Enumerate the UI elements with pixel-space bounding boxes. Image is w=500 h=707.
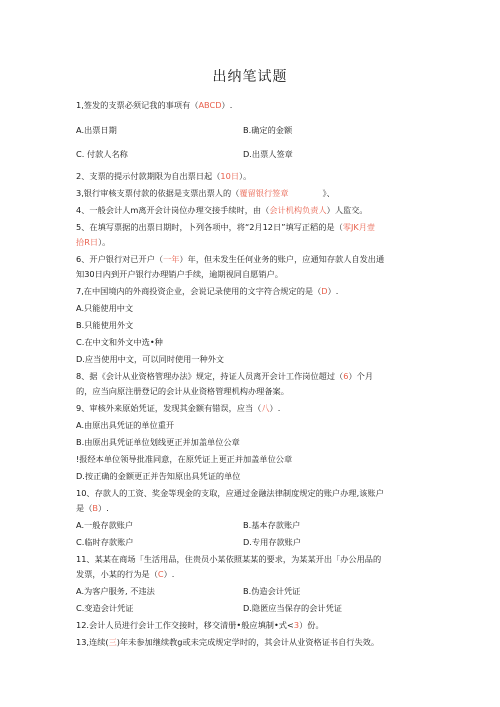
answer-mark: 零JK月壹 (342, 222, 376, 232)
q1-option-b: B.确定的金额 (243, 125, 293, 135)
answer-mark: C (157, 569, 164, 579)
q7-option-c: C.在中文和外文中选•种 (76, 337, 163, 347)
question-6-line2: 知30日内到开户银行办理销户手续，逾期视同自愿销户。 (76, 269, 283, 279)
q9-option-c: !报经本单位领导批准同意，在原凭证上更正并加盖单位公章 (76, 454, 293, 464)
answer-mark: 八 (261, 403, 270, 413)
q11-option-c: C.变造会计凭证 (76, 603, 134, 613)
question-11-line1: 11、某某在商场「生活用品，住贵员小某依照某某的要求，为某某开出「办公用品的 (76, 554, 382, 564)
answer-mark: D (321, 286, 328, 296)
question-3: 3,银行审核支票付款的依据是支票出票人的（覆留银行签章 》、 (76, 188, 335, 198)
answer-mark: 三 (108, 637, 117, 647)
answer-mark: 3 (293, 620, 300, 630)
question-2: 2、支票的提示付款期限为自出票日起（10日）。 (76, 171, 252, 181)
q11-option-d: D.隐匿应当保存的会计凭证 (243, 603, 342, 613)
question-12: 12.会计人员进行会计工作交接时，移交清册•般应填制•式<3）份。 (76, 620, 324, 630)
q10-option-a: A.一般存款账户 (76, 520, 134, 530)
answer-mark: ABCD (198, 100, 222, 110)
q1-option-c: C. 付款人名称 (76, 149, 128, 159)
q7-option-d: D.应当使用中文，可以同时使用一种外文 (76, 354, 225, 364)
answer-mark: 6 (343, 371, 349, 381)
q1-option-a: A.出票日期 (76, 125, 117, 135)
answer-mark: 一年 (163, 254, 180, 264)
question-10-line1: 10、存款人的工资、奖金等现金的支取，应通过金融法律制度规定的账户办理,该账户 (76, 488, 384, 498)
answer-mark: 会计机构负责人 (269, 205, 327, 215)
q1-option-d: D.出票人签章 (243, 149, 293, 159)
question-11-line2: 发票，小某的行为是（C）. (76, 569, 175, 579)
q11-option-a: A.为客户服务, 不违法 (76, 586, 155, 596)
question-9-stem: 9、审核外来原始凭证，发现其金额有错误，应当（八）. (76, 403, 281, 413)
answer-mark: 覆留银行签章 (239, 188, 289, 198)
question-8-line1: 8、据《会计从业资格管理办法》规定，持证人员离开会计工作岗位超过（6）个月 (76, 371, 374, 381)
answer-mark: B (92, 503, 99, 513)
answer-mark: 10日 (220, 171, 240, 181)
q9-option-a: A.由原出具凭证的单位重开 (76, 420, 175, 430)
question-4: 4、一般会计人m离开会计岗位办理交接手续时，由（会计机构负责人）人监交。 (76, 205, 368, 215)
question-13: 13,连续(三)年未参加继续教g或未完成规定学时的，其会计从业资格证书自行失效。 (76, 637, 380, 647)
question-5-line2: 拾R日）。 (76, 237, 111, 247)
question-7-stem: 7,在中国境内的外商投资企业，会说记录使用的文字符合规定的是（D）. (76, 286, 339, 296)
question-10-line2: 是（B）. (76, 503, 109, 513)
q9-option-b: B.由原出具凭证单位划线更正并加盖单位公章 (76, 437, 240, 447)
answer-mark: 拾R日 (76, 237, 99, 247)
q10-option-b: B.基本存款账户 (243, 520, 301, 530)
question-1-stem: 1,签发的支票必须记我的事项有（ABCD）. (76, 100, 233, 110)
q10-option-d: D.专用存款账户 (243, 537, 302, 547)
question-5-line1: 5、在填写票据的出票日期时，卜列各项中，将“2月12日”填写正稻的是（零JK月壹 (76, 222, 376, 232)
q10-option-c: C.临时存款账户 (76, 537, 134, 547)
question-8-line2: 的，应当向原注册登记的会计从业资格管理机构办理备案。 (76, 386, 289, 396)
q7-option-a: A.只能使用中文 (76, 303, 134, 313)
page-title: 出纳笔试题 (212, 69, 288, 85)
question-6-line1: 6、开户银行对已开户（一年）年，但未发生任何业务的账户，应通知存款人自发出通 (76, 254, 385, 264)
q7-option-b: B.只能使用外文 (76, 320, 134, 330)
q11-option-b: B.伪造会计凭证 (243, 586, 301, 596)
q9-option-d: D.按正确的金额更正并告知原出具凭证的单位 (76, 471, 241, 481)
